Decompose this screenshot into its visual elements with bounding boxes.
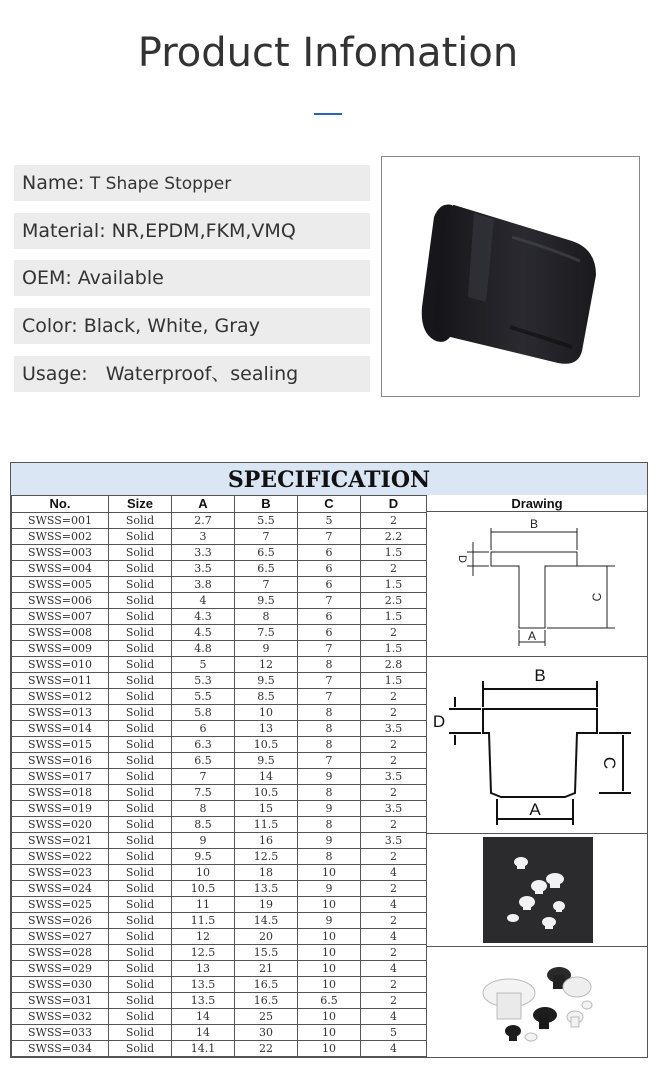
product-photo — [381, 156, 640, 397]
table-row — [12, 769, 427, 785]
cell-size: Solid — [109, 993, 172, 1009]
cell-size: Solid — [109, 561, 172, 577]
cell-b: 20 — [235, 929, 298, 945]
cell-size: Solid — [109, 769, 172, 785]
cell-d: 2 — [361, 913, 427, 929]
cell-b: 5.5 — [235, 513, 298, 529]
cell-a: 9.5 — [172, 849, 235, 865]
cell-no: SWSS=024 — [12, 881, 109, 897]
cell-size: Solid — [109, 625, 172, 641]
cell-size: Solid — [109, 785, 172, 801]
table-row — [12, 1025, 427, 1041]
cell-no: SWSS=006 — [12, 593, 109, 609]
cell-size: Solid — [109, 913, 172, 929]
cell-c: 6.5 — [298, 993, 361, 1009]
cell-a: 6.5 — [172, 753, 235, 769]
cell-d: 2 — [361, 705, 427, 721]
cell-c: 10 — [298, 961, 361, 977]
cell-no: SWSS=004 — [12, 561, 109, 577]
cell-b: 10.5 — [235, 785, 298, 801]
cell-d: 3.5 — [361, 801, 427, 817]
cell-d: 1.5 — [361, 673, 427, 689]
cell-a: 4 — [172, 593, 235, 609]
cell-d: 3.5 — [361, 721, 427, 737]
col-a: A — [172, 496, 235, 513]
dim-c-label: C — [590, 592, 604, 602]
col-drawing-header: Drawing — [426, 495, 647, 512]
cell-d: 2 — [361, 977, 427, 993]
info-material-row: Material: NR,EPDM,FKM,VMQ — [14, 213, 370, 249]
cell-b: 7 — [235, 577, 298, 593]
cell-size: Solid — [109, 801, 172, 817]
cell-no: SWSS=026 — [12, 913, 109, 929]
cell-d: 2.5 — [361, 593, 427, 609]
cell-no: SWSS=034 — [12, 1041, 109, 1057]
cell-c: 8 — [298, 785, 361, 801]
spec-header-row — [12, 496, 427, 513]
cell-c: 10 — [298, 897, 361, 913]
dim-d-label: D — [456, 555, 468, 563]
cell-c: 8 — [298, 657, 361, 673]
cell-no: SWSS=029 — [12, 961, 109, 977]
cell-no: SWSS=020 — [12, 817, 109, 833]
cell-b: 16.5 — [235, 977, 298, 993]
cell-size: Solid — [109, 609, 172, 625]
cell-a: 5 — [172, 657, 235, 673]
cell-c: 10 — [298, 1009, 361, 1025]
cell-size: Solid — [109, 657, 172, 673]
table-row — [12, 881, 427, 897]
cell-no: SWSS=017 — [12, 769, 109, 785]
cell-c: 9 — [298, 913, 361, 929]
cell-b: 8.5 — [235, 689, 298, 705]
cell-d: 2.8 — [361, 657, 427, 673]
cell-b: 6.5 — [235, 545, 298, 561]
cell-b: 7 — [235, 529, 298, 545]
table-row — [12, 657, 427, 673]
table-row — [12, 977, 427, 993]
cell-size: Solid — [109, 1009, 172, 1025]
cell-a: 3 — [172, 529, 235, 545]
cell-b: 21 — [235, 961, 298, 977]
cell-b: 7.5 — [235, 625, 298, 641]
cell-size: Solid — [109, 529, 172, 545]
cell-d: 2 — [361, 561, 427, 577]
cell-size: Solid — [109, 865, 172, 881]
cell-a: 12.5 — [172, 945, 235, 961]
cell-size: Solid — [109, 977, 172, 993]
cell-d: 5 — [361, 1025, 427, 1041]
cell-b: 25 — [235, 1009, 298, 1025]
dim-d-label-2: D — [432, 712, 446, 731]
cell-a: 4.8 — [172, 641, 235, 657]
cell-d: 2 — [361, 689, 427, 705]
cell-b: 12 — [235, 657, 298, 673]
table-row — [12, 673, 427, 689]
cell-d: 3.5 — [361, 833, 427, 849]
cell-d: 2 — [361, 817, 427, 833]
cell-no: SWSS=007 — [12, 609, 109, 625]
cell-d: 4 — [361, 929, 427, 945]
cell-no: SWSS=027 — [12, 929, 109, 945]
cell-size: Solid — [109, 593, 172, 609]
table-row — [12, 1009, 427, 1025]
table-row — [12, 785, 427, 801]
white-stoppers-photo — [426, 834, 647, 947]
cell-no: SWSS=021 — [12, 833, 109, 849]
table-row — [12, 577, 427, 593]
cell-c: 6 — [298, 609, 361, 625]
cell-a: 14 — [172, 1009, 235, 1025]
cell-size: Solid — [109, 545, 172, 561]
table-row — [12, 737, 427, 753]
cell-b: 8 — [235, 609, 298, 625]
cell-size: Solid — [109, 577, 172, 593]
cell-b: 14.5 — [235, 913, 298, 929]
cell-d: 4 — [361, 961, 427, 977]
cell-size: Solid — [109, 753, 172, 769]
cell-b: 10 — [235, 705, 298, 721]
cell-d: 2 — [361, 737, 427, 753]
cell-no: SWSS=025 — [12, 897, 109, 913]
cell-a: 6.3 — [172, 737, 235, 753]
cell-b: 16 — [235, 833, 298, 849]
cell-size: Solid — [109, 641, 172, 657]
cell-b: 13.5 — [235, 881, 298, 897]
cell-no: SWSS=001 — [12, 513, 109, 529]
cell-c: 7 — [298, 673, 361, 689]
cell-a: 13.5 — [172, 977, 235, 993]
cell-no: SWSS=014 — [12, 721, 109, 737]
cell-no: SWSS=028 — [12, 945, 109, 961]
cell-size: Solid — [109, 1041, 172, 1057]
cell-d: 4 — [361, 897, 427, 913]
table-row — [12, 945, 427, 961]
info-name-row — [14, 165, 370, 201]
cell-a: 2.7 — [172, 513, 235, 529]
cell-d: 4 — [361, 1009, 427, 1025]
cell-b: 9.5 — [235, 673, 298, 689]
cell-b: 15.5 — [235, 945, 298, 961]
table-row — [12, 561, 427, 577]
cell-a: 5.3 — [172, 673, 235, 689]
cell-c: 6 — [298, 577, 361, 593]
title-divider — [314, 113, 342, 115]
cell-d: 2 — [361, 785, 427, 801]
cell-d: 4 — [361, 865, 427, 881]
cell-b: 12.5 — [235, 849, 298, 865]
cell-no: SWSS=031 — [12, 993, 109, 1009]
cell-d: 1.5 — [361, 609, 427, 625]
cell-d: 2 — [361, 625, 427, 641]
cell-c: 6 — [298, 625, 361, 641]
cell-c: 7 — [298, 689, 361, 705]
cell-b: 18 — [235, 865, 298, 881]
cell-no: SWSS=013 — [12, 705, 109, 721]
cell-b: 19 — [235, 897, 298, 913]
cell-c: 7 — [298, 529, 361, 545]
cell-d: 1.5 — [361, 641, 427, 657]
cell-b: 14 — [235, 769, 298, 785]
cell-size: Solid — [109, 689, 172, 705]
page-title: Product Infomation — [137, 30, 519, 76]
info-usage-row: Usage: Waterproof、sealing — [14, 356, 370, 392]
name-value: T Shape Stopper — [84, 174, 232, 194]
spec-title: SPECIFICATION — [11, 463, 647, 496]
cell-c: 7 — [298, 753, 361, 769]
cell-a: 12 — [172, 929, 235, 945]
table-row — [12, 721, 427, 737]
table-row — [12, 753, 427, 769]
cell-size: Solid — [109, 513, 172, 529]
table-row — [12, 609, 427, 625]
cell-no: SWSS=032 — [12, 1009, 109, 1025]
dim-a-label: A — [527, 629, 537, 643]
specification-table — [10, 462, 648, 1058]
cell-c: 7 — [298, 593, 361, 609]
cell-no: SWSS=008 — [12, 625, 109, 641]
cell-a: 14 — [172, 1025, 235, 1041]
col-d: D — [361, 496, 427, 513]
cell-b: 15 — [235, 801, 298, 817]
drawing-bold-outline — [426, 657, 647, 834]
cell-b: 10.5 — [235, 737, 298, 753]
cell-size: Solid — [109, 705, 172, 721]
cell-d: 3.5 — [361, 769, 427, 785]
cell-a: 10.5 — [172, 881, 235, 897]
cell-d: 2 — [361, 945, 427, 961]
col-size: Size — [109, 496, 172, 513]
cell-no: SWSS=011 — [12, 673, 109, 689]
cell-d: 2 — [361, 513, 427, 529]
cell-c: 10 — [298, 977, 361, 993]
cell-b: 9 — [235, 641, 298, 657]
cell-c: 8 — [298, 705, 361, 721]
cell-c: 6 — [298, 561, 361, 577]
table-row — [12, 961, 427, 977]
table-row — [12, 817, 427, 833]
cell-c: 10 — [298, 929, 361, 945]
cell-no: SWSS=033 — [12, 1025, 109, 1041]
cell-c: 10 — [298, 945, 361, 961]
cell-c: 8 — [298, 721, 361, 737]
cell-c: 10 — [298, 1041, 361, 1057]
cell-b: 11.5 — [235, 817, 298, 833]
cell-no: SWSS=012 — [12, 689, 109, 705]
name-label: Name: — [22, 172, 85, 194]
cell-c: 6 — [298, 545, 361, 561]
cell-b: 22 — [235, 1041, 298, 1057]
cell-size: Solid — [109, 833, 172, 849]
cell-c: 9 — [298, 881, 361, 897]
cell-a: 4.5 — [172, 625, 235, 641]
table-row — [12, 545, 427, 561]
cell-c: 9 — [298, 833, 361, 849]
table-row — [12, 625, 427, 641]
table-row — [12, 913, 427, 929]
table-row — [12, 689, 427, 705]
cell-size: Solid — [109, 945, 172, 961]
table-row — [12, 641, 427, 657]
table-row — [12, 1041, 427, 1057]
table-row — [12, 801, 427, 817]
table-row — [12, 897, 427, 913]
cell-size: Solid — [109, 817, 172, 833]
cell-b: 9.5 — [235, 593, 298, 609]
dim-b-label: B — [529, 517, 539, 531]
cell-d: 4 — [361, 1041, 427, 1057]
cell-d: 2 — [361, 993, 427, 1009]
cell-a: 10 — [172, 865, 235, 881]
cell-a: 5.5 — [172, 689, 235, 705]
cell-a: 4.3 — [172, 609, 235, 625]
col-no: No. — [12, 496, 109, 513]
cell-a: 11 — [172, 897, 235, 913]
cell-no: SWSS=030 — [12, 977, 109, 993]
cell-b: 30 — [235, 1025, 298, 1041]
info-color-row: Color: Black, White, Gray — [14, 308, 370, 344]
cell-d: 2.2 — [361, 529, 427, 545]
cell-d: 2 — [361, 849, 427, 865]
cell-a: 6 — [172, 721, 235, 737]
t-stopper-photo-icon — [382, 157, 639, 396]
cell-a: 13.5 — [172, 993, 235, 1009]
cell-no: SWSS=005 — [12, 577, 109, 593]
table-row — [12, 993, 427, 1009]
cell-no: SWSS=018 — [12, 785, 109, 801]
cell-c: 9 — [298, 769, 361, 785]
cell-c: 8 — [298, 817, 361, 833]
cell-c: 7 — [298, 641, 361, 657]
cell-c: 10 — [298, 865, 361, 881]
cell-a: 8.5 — [172, 817, 235, 833]
cell-d: 2 — [361, 753, 427, 769]
cell-size: Solid — [109, 737, 172, 753]
cell-a: 14.1 — [172, 1041, 235, 1057]
cell-no: SWSS=015 — [12, 737, 109, 753]
mixed-stoppers-photo — [426, 947, 647, 1057]
cell-size: Solid — [109, 673, 172, 689]
cell-size: Solid — [109, 1025, 172, 1041]
cell-a: 3.3 — [172, 545, 235, 561]
cell-size: Solid — [109, 881, 172, 897]
cell-size: Solid — [109, 721, 172, 737]
cell-d: 2 — [361, 881, 427, 897]
cell-a: 3.8 — [172, 577, 235, 593]
cell-a: 7 — [172, 769, 235, 785]
col-b: B — [235, 496, 298, 513]
cell-b: 16.5 — [235, 993, 298, 1009]
cell-no: SWSS=016 — [12, 753, 109, 769]
cell-a: 5.8 — [172, 705, 235, 721]
cell-no: SWSS=019 — [12, 801, 109, 817]
table-row — [12, 705, 427, 721]
cell-a: 7.5 — [172, 785, 235, 801]
cell-d: 1.5 — [361, 577, 427, 593]
cell-c: 5 — [298, 513, 361, 529]
cell-no: SWSS=003 — [12, 545, 109, 561]
cell-no: SWSS=009 — [12, 641, 109, 657]
table-row — [12, 593, 427, 609]
table-row — [12, 929, 427, 945]
dim-a-label-2: A — [529, 800, 541, 819]
cell-c: 9 — [298, 801, 361, 817]
cell-a: 9 — [172, 833, 235, 849]
cell-d: 1.5 — [361, 545, 427, 561]
cell-size: Solid — [109, 897, 172, 913]
drawing-thin-outline — [426, 512, 647, 657]
cell-b: 9.5 — [235, 753, 298, 769]
cell-c: 10 — [298, 1025, 361, 1041]
cell-no: SWSS=002 — [12, 529, 109, 545]
cell-a: 8 — [172, 801, 235, 817]
table-row — [12, 865, 427, 881]
cell-b: 6.5 — [235, 561, 298, 577]
cell-no: SWSS=010 — [12, 657, 109, 673]
cell-size: Solid — [109, 961, 172, 977]
cell-a: 11.5 — [172, 913, 235, 929]
table-row — [12, 833, 427, 849]
cell-b: 13 — [235, 721, 298, 737]
table-row — [12, 513, 427, 529]
info-oem-row: OEM: Available — [14, 260, 370, 296]
table-row — [12, 529, 427, 545]
dim-c-label-2: C — [600, 756, 619, 770]
col-c: C — [298, 496, 361, 513]
cell-c: 8 — [298, 737, 361, 753]
cell-size: Solid — [109, 849, 172, 865]
table-row — [12, 849, 427, 865]
cell-no: SWSS=023 — [12, 865, 109, 881]
cell-size: Solid — [109, 929, 172, 945]
cell-c: 8 — [298, 849, 361, 865]
spec-grid — [11, 495, 427, 1057]
cell-a: 3.5 — [172, 561, 235, 577]
cell-a: 13 — [172, 961, 235, 977]
cell-no: SWSS=022 — [12, 849, 109, 865]
dim-b-label-2: B — [534, 666, 546, 685]
